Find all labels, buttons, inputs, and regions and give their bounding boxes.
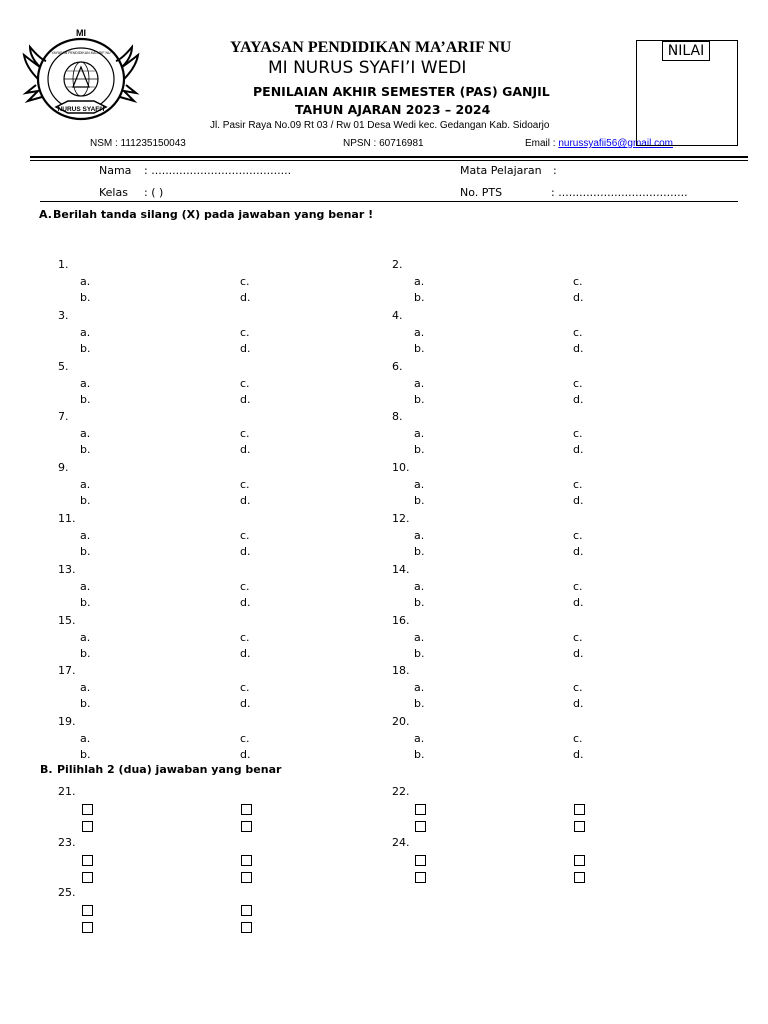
answer-checkbox[interactable] [241,804,252,815]
option-a[interactable]: a. [414,478,425,492]
option-a[interactable]: a. [414,681,425,695]
school-address: Jl. Pasir Raya No.09 Rt 03 / Rw 01 Desa Wedi kec. Gedangan Kab. Sidoarjo [210,120,550,131]
option-a[interactable]: a. [414,427,425,441]
pts-number-field[interactable]: : ..................................... [551,186,688,199]
option-a[interactable]: a. [414,275,425,288]
option-c[interactable]: c. [573,579,583,593]
answer-checkbox[interactable] [82,855,93,866]
option-b[interactable]: b. [414,697,425,711]
option-d[interactable]: d. [573,494,584,508]
option-b[interactable]: b. [414,646,425,660]
option-d[interactable]: d. [240,697,251,711]
option-d[interactable]: d. [240,291,251,304]
answer-checkbox[interactable] [82,905,93,916]
answer-checkbox[interactable] [241,821,252,832]
option-d[interactable]: d. [240,545,251,558]
question-number: 5. [58,359,69,373]
option-d[interactable]: d. [573,443,584,457]
question-number: 18. [392,664,410,678]
header-divider-bottom [30,160,748,161]
answer-checkbox[interactable] [415,804,426,815]
question-number: 25. [58,886,76,899]
question-number: 10. [392,461,410,475]
question-number: 17. [58,664,76,678]
option-b[interactable]: b. [414,494,425,508]
question-number: 15. [58,613,76,627]
option-c[interactable]: c. [240,579,250,593]
option-a[interactable]: a. [414,325,425,339]
option-c[interactable]: c. [240,732,250,746]
option-b[interactable]: b. [414,595,425,609]
option-b[interactable]: b. [414,392,425,406]
email-label: Email : [525,138,559,149]
option-b[interactable]: b. [414,341,425,355]
school-logo [22,27,140,129]
section-a-title: Berilah tanda silang (X) pada jawaban yang benar ! [53,208,374,221]
option-a[interactable]: a. [80,478,91,492]
answer-checkbox[interactable] [415,872,426,883]
option-a[interactable]: a. [80,630,91,644]
nsm-number: NSM : 111235150043 [90,138,186,149]
option-a[interactable]: a. [414,376,425,390]
answer-checkbox[interactable] [241,922,252,933]
option-c[interactable]: c. [573,732,583,746]
section-b-letter: B. [40,763,53,776]
class-label: Kelas [99,186,128,199]
header-divider-top [30,156,748,158]
option-d[interactable]: d. [240,494,251,508]
question-number: 21. [58,785,76,798]
option-a[interactable]: a. [414,630,425,644]
option-b[interactable]: b. [414,291,425,304]
answer-checkbox[interactable] [574,855,585,866]
answer-checkbox[interactable] [241,872,252,883]
option-a[interactable]: a. [80,275,91,288]
logo-ring-text: YAYASAN PENDIDIKAN MA'ARIF NU [51,51,111,55]
option-c[interactable]: c. [240,275,250,288]
option-d[interactable]: d. [573,341,584,355]
name-field[interactable]: : ........................................ [144,164,292,177]
question-number: 24. [392,835,410,849]
question-number: 22. [392,785,410,798]
option-c[interactable]: c. [573,376,583,390]
option-a[interactable]: a. [80,325,91,339]
question-number: 16. [392,613,410,627]
option-b[interactable]: b. [80,392,91,406]
subject-label: Mata Pelajaran [460,164,542,177]
npsn-number: NPSN : 60716981 [343,138,424,149]
option-c[interactable]: c. [240,630,250,644]
option-d[interactable]: d. [573,748,584,762]
exam-title: PENILAIAN AKHIR SEMESTER (PAS) GANJIL [253,84,550,99]
option-c[interactable]: c. [573,275,583,288]
option-b[interactable]: b. [414,443,425,457]
option-c[interactable]: c. [240,376,250,390]
option-c[interactable]: c. [573,427,583,441]
option-b[interactable]: b. [414,545,425,558]
answer-checkbox[interactable] [82,922,93,933]
option-c[interactable]: c. [573,630,583,644]
option-a[interactable]: a. [414,579,425,593]
answer-checkbox[interactable] [574,804,585,815]
email-link[interactable]: nurussyafii56@gmail.com [558,138,673,149]
academic-year: TAHUN AJARAN 2023 – 2024 [295,102,491,117]
option-d[interactable]: d. [240,443,251,457]
option-c[interactable]: c. [240,681,250,695]
option-a[interactable]: a. [414,529,425,542]
question-number: 14. [392,562,410,576]
answer-checkbox[interactable] [82,804,93,815]
option-c[interactable]: c. [240,478,250,492]
option-a[interactable]: a. [80,579,91,593]
foundation-name: YAYASAN PENDIDIKAN MA’ARIF NU [230,39,512,56]
question-number: 7. [58,410,69,424]
answer-checkbox[interactable] [82,872,93,883]
question-number: 19. [58,715,76,729]
option-d[interactable]: d. [573,595,584,609]
answer-checkbox[interactable] [574,821,585,832]
option-d[interactable]: d. [573,392,584,406]
option-d[interactable]: d. [240,392,251,406]
question-number: 11. [58,512,76,525]
answer-checkbox[interactable] [241,905,252,916]
option-c[interactable]: c. [240,325,250,339]
option-a[interactable]: a. [80,376,91,390]
option-c[interactable]: c. [573,478,583,492]
question-number: 4. [392,308,403,322]
option-b[interactable]: b. [80,443,91,457]
option-b[interactable]: b. [80,545,91,558]
option-d[interactable]: d. [240,646,251,660]
option-c[interactable]: c. [240,529,250,542]
question-number: 8. [392,410,403,424]
question-number: 23. [58,835,76,849]
answer-checkbox[interactable] [574,872,585,883]
score-label: NILAI [662,41,710,61]
option-b[interactable]: b. [414,748,425,762]
option-d[interactable]: d. [573,545,584,558]
option-c[interactable]: c. [573,529,583,542]
option-d[interactable]: d. [240,341,251,355]
class-field[interactable]: : ( ) [144,186,164,199]
question-number: 6. [392,359,403,373]
question-number: 9. [58,461,69,475]
logo-ribbon-text: NURUS SYAFI'I [57,106,105,113]
subject-field[interactable]: : [553,164,557,177]
section-b-title: Pilihlah 2 (dua) jawaban yang benar [57,763,282,776]
option-d[interactable]: d. [240,595,251,609]
option-b[interactable]: b. [80,291,91,304]
answer-checkbox[interactable] [415,821,426,832]
question-number: 2. [392,258,403,271]
option-b[interactable]: b. [80,494,91,508]
option-b[interactable]: b. [80,595,91,609]
question-number: 20. [392,715,410,729]
option-d[interactable]: d. [240,748,251,762]
option-c[interactable]: c. [240,427,250,441]
option-a[interactable]: a. [80,681,91,695]
logo-mi-text: MI [76,28,86,38]
option-d[interactable]: d. [573,697,584,711]
option-b[interactable]: b. [80,646,91,660]
answer-checkbox[interactable] [82,821,93,832]
question-number: 13. [58,562,76,576]
question-number: 1. [58,258,69,271]
option-b[interactable]: b. [80,697,91,711]
option-b[interactable]: b. [80,748,91,762]
option-a[interactable]: a. [80,732,91,746]
option-c[interactable]: c. [573,325,583,339]
option-d[interactable]: d. [573,291,584,304]
section-a-letter: A. [39,208,52,221]
question-number: 3. [58,308,69,322]
option-a[interactable]: a. [80,427,91,441]
option-a[interactable]: a. [80,529,91,542]
pts-number-label: No. PTS [460,186,503,199]
school-name: MI NURUS SYAFI’I WEDI [268,58,467,78]
option-d[interactable]: d. [573,646,584,660]
option-a[interactable]: a. [414,732,425,746]
option-c[interactable]: c. [573,681,583,695]
question-number: 12. [392,512,410,525]
info-divider [40,201,738,202]
name-label: Nama [99,164,132,177]
answer-checkbox[interactable] [415,855,426,866]
answer-checkbox[interactable] [241,855,252,866]
option-b[interactable]: b. [80,341,91,355]
